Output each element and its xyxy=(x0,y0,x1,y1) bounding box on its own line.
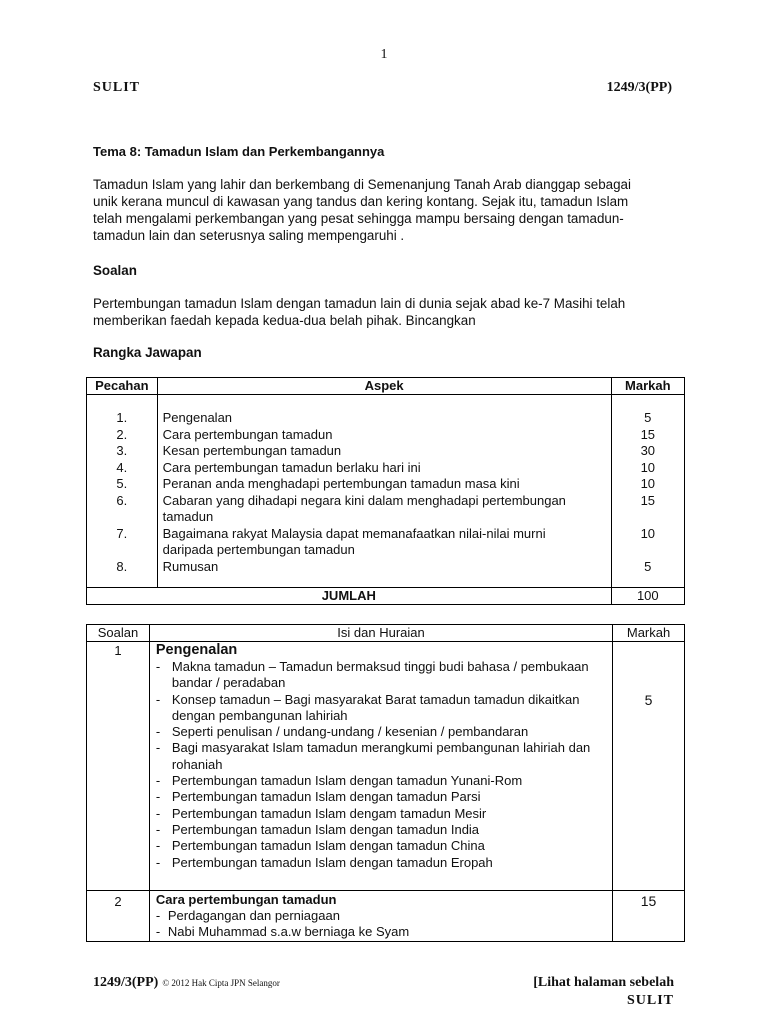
bullet-item: - Makna tamadun – Tamadun bermaksud tinggi budi bahasa / pembukaan bandar / peradaban xyxy=(156,659,612,692)
framework-num: 3. xyxy=(116,443,128,458)
bullet-item: - Pertembungan tamadun Islam dengan tamadun Eropah xyxy=(156,855,612,871)
section-inner xyxy=(150,642,612,871)
bullet-item: - Pertembungan tamadun Islam dengam tamadun Mesir xyxy=(156,806,612,822)
intro-line: telah mengalami perkembangan yang pesat sehingga mampu bersaing dengan tamadun- xyxy=(93,211,624,226)
framework-mark: 5 xyxy=(644,558,652,574)
bullet-item: - Pertembungan tamadun Islam dengan tamadun China xyxy=(156,838,612,854)
framework-header-row xyxy=(87,378,685,395)
col-header-isi: Isi dan Huraian xyxy=(149,625,612,642)
bullet-item: - Perdagangan dan perniagaan xyxy=(156,908,612,924)
col-header-soalan: Soalan xyxy=(87,625,150,642)
framework-mark: 10 xyxy=(640,476,656,491)
footer-next-page: [Lihat halaman sebelah xyxy=(533,975,674,990)
framework-mark: 5 xyxy=(644,410,652,425)
framework-num: 7. xyxy=(116,525,128,541)
framework-aspect: Bagaimana rakyat Malaysia dapat memanafaatkan nilai-nilai murni xyxy=(162,525,546,541)
framework-body-row xyxy=(87,395,685,588)
bullet-item: - Pertembungan tamadun Islam dengan tamadun India xyxy=(156,822,612,838)
content-header-row xyxy=(87,625,685,642)
framework-mark: 15 xyxy=(640,426,656,442)
framework-num: 8. xyxy=(116,558,128,574)
bullet-item: - Nabi Muhammad s.a.w berniaga ke Syam xyxy=(156,924,612,940)
question-heading: Soalan xyxy=(93,263,137,278)
framework-num: 5. xyxy=(116,476,128,491)
footer-classification: SULIT xyxy=(626,993,674,1008)
framework-table xyxy=(86,377,685,605)
content-section-row xyxy=(87,642,685,891)
col-header-markah: Markah xyxy=(613,625,685,642)
classification-header: SULIT xyxy=(93,80,141,95)
section-marks: 15 xyxy=(613,891,685,942)
page-number: 1 xyxy=(380,47,388,62)
question-paragraph xyxy=(93,295,683,329)
section-content xyxy=(149,891,612,942)
framework-num: 6. xyxy=(116,492,128,508)
bullet-item: - Bagi masyarakat Islam tamadun merangkumi pembangunan lahiriah dan rohaniah xyxy=(156,740,612,773)
footer-copyright: © 2012 Hak Cipta JPN Selangor xyxy=(162,978,280,988)
paper-code-header: 1249/3(PP) xyxy=(606,80,672,95)
question-line: Pertembungan tamadun Islam dengan tamadun lain di dunia sejak abad ke-7 Masihi telah xyxy=(93,296,626,311)
framework-num: 4. xyxy=(116,459,128,475)
bullet-list xyxy=(156,908,612,941)
framework-num: 2. xyxy=(116,426,128,442)
section-title: Pengenalan xyxy=(155,642,238,658)
bullet-list xyxy=(156,659,612,871)
col-header-markah: Markah xyxy=(611,378,684,395)
section-marks: 5 xyxy=(613,642,685,891)
framework-num-column xyxy=(87,395,158,588)
framework-mark: 30 xyxy=(640,443,656,458)
content-section-row xyxy=(87,891,685,942)
framework-aspect-column xyxy=(157,395,611,588)
framework-marks-column xyxy=(611,395,684,588)
framework-aspect: Cara pertembungan tamadun xyxy=(162,426,333,442)
col-header-pecahan: Pecahan xyxy=(87,378,158,395)
framework-mark: 10 xyxy=(640,525,656,541)
intro-line: tamadun lain dan seterusnya saling mempengaruhi . xyxy=(93,228,405,243)
framework-aspect: Peranan anda menghadapi pertembungan tamadun masa kini xyxy=(162,476,520,491)
framework-aspect: Cabaran yang dihadapi negara kini dalam menghadapi pertembungan xyxy=(162,492,566,508)
bullet-item: - Pertembungan tamadun Islam dengan tamadun Yunani-Rom xyxy=(156,773,612,789)
framework-num: 1. xyxy=(116,410,128,425)
total-label: JUMLAH xyxy=(87,588,612,605)
framework-mark: 10 xyxy=(640,459,656,475)
intro-line: Tamadun Islam yang lahir dan berkembang di Semenanjung Tanah Arab dianggap sebagai xyxy=(93,177,631,192)
framework-aspect: Rumusan xyxy=(162,558,219,574)
section-content xyxy=(149,642,612,891)
framework-aspect-cont: daripada pertembungan tamadun xyxy=(162,542,355,557)
bullet-item: - Konsep tamadun – Bagi masyarakat Barat tamadun tamadun dikaitkan dengan pembangunan lahiriah xyxy=(156,692,612,725)
section-number: 1 xyxy=(87,642,150,891)
footer-code: 1249/3(PP) xyxy=(93,975,159,990)
bullet-item: - Seperti penulisan / undang-undang / kesenian / pembandaran xyxy=(156,724,612,740)
section-title: Cara pertembungan tamadun xyxy=(155,892,337,907)
framework-aspect: Pengenalan xyxy=(162,410,233,425)
framework-heading: Rangka Jawapan xyxy=(93,345,202,360)
framework-aspect-cont: tamadun xyxy=(162,509,214,524)
content-table xyxy=(86,624,685,942)
section-inner xyxy=(150,891,612,941)
framework-aspect: Kesan pertembungan tamadun xyxy=(162,443,342,458)
bullet-item: - Pertembungan tamadun Islam dengan tamadun Parsi xyxy=(156,789,612,805)
theme-title: Tema 8: Tamadun Islam dan Perkembangannya xyxy=(93,144,385,159)
col-header-aspek: Aspek xyxy=(157,378,611,395)
question-line: memberikan faedah kepada kedua-dua belah pihak. Bincangkan xyxy=(93,313,476,328)
framework-total-row xyxy=(87,588,685,605)
framework-aspect: Cara pertembungan tamadun berlaku hari ini xyxy=(162,459,421,475)
section-number: 2 xyxy=(87,891,150,942)
footer-left xyxy=(93,975,280,991)
framework-mark: 15 xyxy=(640,492,656,508)
intro-paragraph xyxy=(93,176,683,244)
intro-line: unik kerana muncul di kawasan yang tandus dan kering kontang. Sejak itu, tamadun Islam xyxy=(93,194,629,209)
total-value: 100 xyxy=(611,588,684,605)
